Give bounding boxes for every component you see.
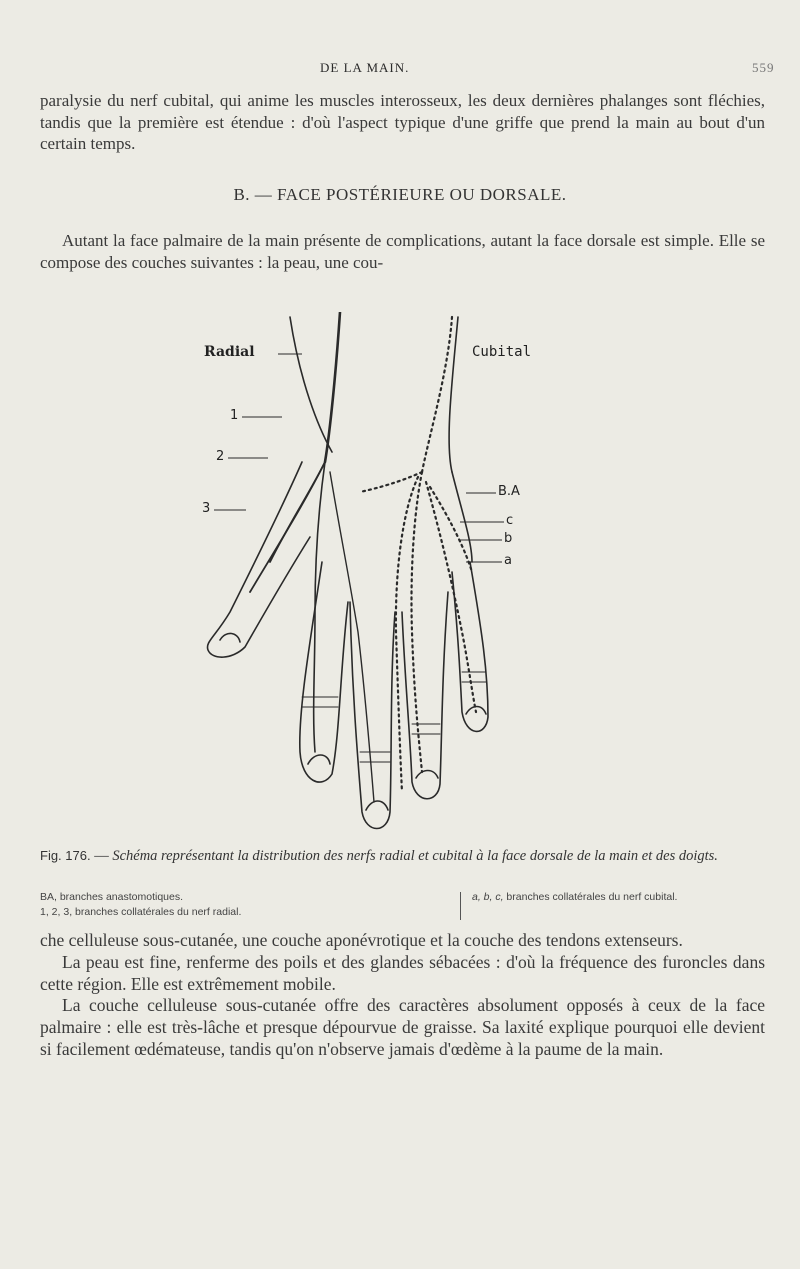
label-radial: Radial: [204, 344, 255, 360]
cubital-branch-b: [426, 482, 476, 712]
cubital-nerve-trunk: [422, 317, 452, 472]
thumb-outline: [207, 462, 310, 657]
cubital-branch-c: [411, 472, 422, 772]
figure-legend: [40, 890, 780, 922]
cubital-branch-ring: [396, 477, 418, 792]
legend-left: [40, 890, 450, 920]
legend-divider: [460, 892, 461, 920]
legend-cubital-letters: a, b, c,: [472, 891, 504, 903]
label-1: 1: [230, 408, 239, 423]
middle-creases: [360, 752, 390, 762]
running-head: [0, 60, 800, 80]
label-3: 3: [202, 501, 211, 516]
legend-right: [472, 890, 782, 905]
little-finger-outline: [452, 562, 488, 731]
radial-nerve-trunk: [325, 312, 340, 462]
label-2: 2: [216, 449, 225, 464]
figure-caption: [40, 847, 770, 865]
hand-nerve-diagram: [190, 312, 590, 834]
legend-radial-branches: 1, 2, 3, branches collatérales du nerf radial.: [40, 906, 242, 918]
intro-paragraph: paralysie du nerf cubital, qui anime les muscles interosseux, les deux dernières phalanges sont fléchies, tandis que la première est étendue : d'où l'aspect typique d'une griffe que prend la main au bout d'un certain temps.: [40, 91, 765, 153]
caption-dash: —: [90, 848, 113, 864]
section-paragraph: Autant la face palmaire de la main présente de complications, autant la face dorsale est simple. Elle se compose des couches suivantes : la peau, une cou-: [40, 231, 765, 272]
wrist-outline-right: [449, 317, 458, 472]
legend-cubital-text: branches collatérales du nerf cubital.: [503, 891, 678, 903]
middle-finger-outline: [350, 602, 395, 829]
label-cubital: Cubital: [472, 344, 532, 360]
label-b: b: [504, 531, 513, 546]
thumb-nail: [220, 633, 240, 642]
cubital-branch-a: [430, 487, 472, 572]
page-number: 559: [752, 60, 775, 75]
index-nail: [308, 755, 330, 764]
radial-branch-3: [314, 462, 325, 752]
ring-nail: [416, 771, 438, 779]
body-paragraph-2: La peau est fine, renferme des poils et des glandes sébacées : d'où la fréquence des furoncles dans cette région. Elle est extrêmement mobile.: [40, 951, 765, 994]
section-text: [40, 230, 765, 273]
index-finger-outline: [300, 562, 348, 782]
caption-text: Schéma représentant la distribution des nerfs radial et cubital à la face dorsale de la main et des doigts.: [112, 848, 718, 864]
ring-creases: [412, 724, 440, 734]
little-creases: [462, 672, 486, 682]
section-heading: B. — FACE POSTÉRIEURE OU DORSALE.: [233, 185, 567, 204]
wrist-outline-left: [290, 317, 332, 452]
legend-ba: BA, branches anastomotiques.: [40, 891, 184, 903]
index-creases: [302, 697, 338, 707]
figure-number: Fig. 176.: [40, 848, 91, 863]
radial-branch-index: [330, 472, 374, 802]
ring-finger-outline: [402, 592, 448, 799]
body-paragraph-1: che celluleuse sous-cutanée, une couche aponévrotique et la couche des tendons extenseurs.: [40, 930, 683, 950]
label-c: c: [506, 513, 514, 528]
body-text: [40, 930, 765, 1061]
middle-nail: [366, 801, 388, 810]
label-a: a: [504, 553, 512, 568]
hand-ulnar-edge: [452, 472, 472, 562]
label-ba: B.A: [498, 484, 520, 499]
running-title: DE LA MAIN.: [320, 60, 410, 75]
body-paragraph-3: La couche celluleuse sous-cutanée offre des caractères absolument opposés à ceux de la face palmaire : elle est très-lâche et presque dépourvue de graisse. Sa laxité explique pourquoi elle devient si facilement œdémateuse, tandis qu'on n'observe jamais d'œdème à la paume de la main.: [40, 995, 765, 1059]
intro-text: [40, 90, 765, 155]
hand-nerve-figure: [190, 312, 590, 834]
